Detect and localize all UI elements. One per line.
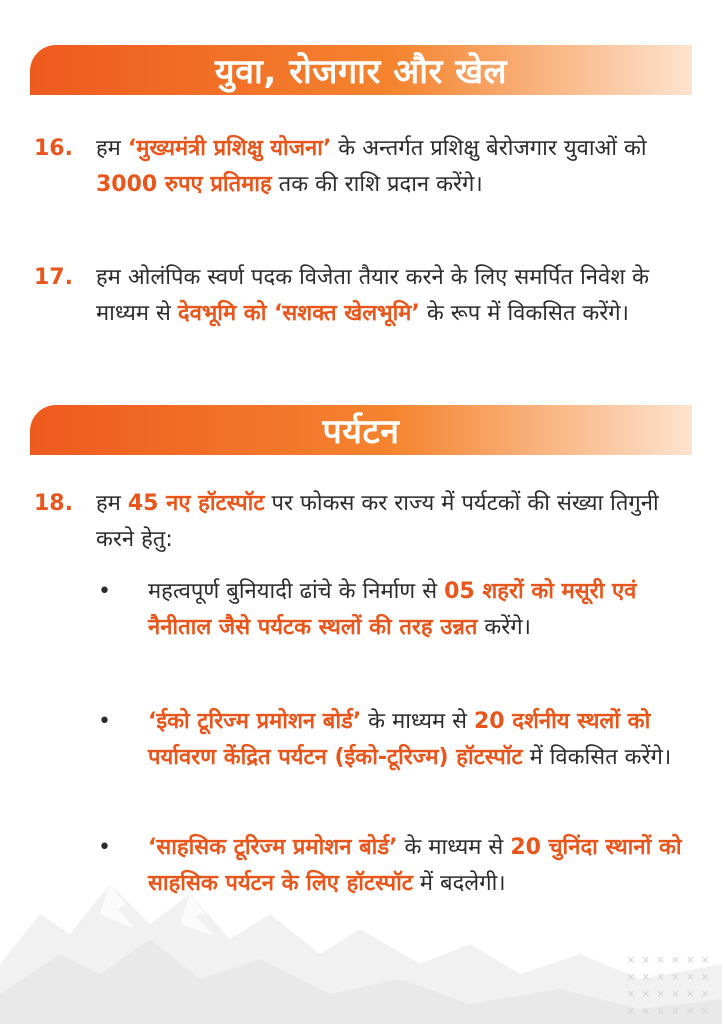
- bullet-marker: •: [98, 835, 111, 860]
- highlight-cities: 05 शहरों को मसूरी एवं नैनीताल जैसे पर्यटक स्थलों की तरह उन्नत: [148, 579, 637, 640]
- bullet-marker: •: [98, 709, 111, 734]
- manifesto-item-17: [34, 260, 684, 332]
- bullet-marker: •: [98, 579, 111, 604]
- section-banner-youth: [30, 45, 692, 95]
- section-title: पर्यटन: [322, 412, 400, 452]
- highlight-eco-board: ‘ईको टूरिज्म प्रमोशन बोर्ड’: [148, 709, 362, 734]
- manifesto-item-16: [34, 131, 684, 203]
- bullet-item: [98, 704, 684, 776]
- bullet-text: ‘ईको टूरिज्म प्रमोशन बोर्ड’ के माध्यम से 20 दर्शनीय स्थलों को पर्यावरण केंद्रित पर्यटन (ईको-टूरिज्म) हॉटस्पॉट में विकसित करेंगे।: [148, 709, 672, 770]
- item-text: हम ओलंपिक स्वर्ण पदक विजेता तैयार करने के लिए समर्पित निवेश के माध्यम से देवभूमि को ‘सशक्त खेलभूमि’ के रूप में विकसित करेंगे।: [96, 265, 650, 326]
- highlight-hotspots: 45 नए हॉटस्पॉट: [127, 491, 265, 516]
- highlight-sports-land: देवभूमि को ‘सशक्त खेलभूमि’: [177, 301, 420, 326]
- item-number: 17.: [34, 265, 73, 290]
- bullet-text: महत्वपूर्ण बुनियादी ढांचे के निर्माण से 05 शहरों को मसूरी एवं नैनीताल जैसे पर्यटक स्थलों की तरह उन्नत करेंगे।: [148, 579, 637, 640]
- highlight-eco-hotspots: 20 दर्शनीय स्थलों को पर्यावरण केंद्रित पर्यटन (ईको-टूरिज्म) हॉटस्पॉट: [148, 709, 651, 770]
- manifesto-item-18: [34, 486, 684, 558]
- bullet-item: [98, 830, 684, 902]
- highlight-adventure-board: ‘साहसिक टूरिज्म प्रमोशन बोर्ड’: [148, 835, 398, 860]
- highlight-scheme: ‘मुख्यमंत्री प्रशिक्षु योजना’: [127, 136, 332, 161]
- bullet-text: ‘साहसिक टूरिज्म प्रमोशन बोर्ड’ के माध्यम से 20 चुनिंदा स्थानों को साहसिक पर्यटन के लिए हॉटस्पॉट में बदलेगी।: [148, 835, 682, 896]
- bullet-item: [98, 574, 684, 646]
- decorative-cross-pattern: ×××××× ×××××× ×××××× ××××××: [627, 953, 716, 1019]
- item-text: हम ‘मुख्यमंत्री प्रशिक्षु योजना’ के अन्तर्गत प्रशिक्षु बेरोजगार युवाओं को 3000 रुपए प्रतिमाह तक की राशि प्रदान करेंगे।: [96, 136, 647, 197]
- highlight-adventure-hotspots: 20 चुनिंदा स्थानों को साहसिक पर्यटन के लिए हॉटस्पॉट: [148, 835, 682, 896]
- section-banner-tourism: [30, 405, 692, 455]
- item-number: 18.: [34, 491, 73, 516]
- item-number: 16.: [34, 136, 73, 161]
- item-text: हम 45 नए हॉटस्पॉट पर फोकस कर राज्य में पर्यटकों की संख्या तिगुनी करने हेतु:: [96, 491, 659, 552]
- highlight-amount: 3000 रुपए प्रतिमाह: [96, 172, 272, 197]
- section-title: युवा, रोजगार और खेल: [214, 52, 508, 92]
